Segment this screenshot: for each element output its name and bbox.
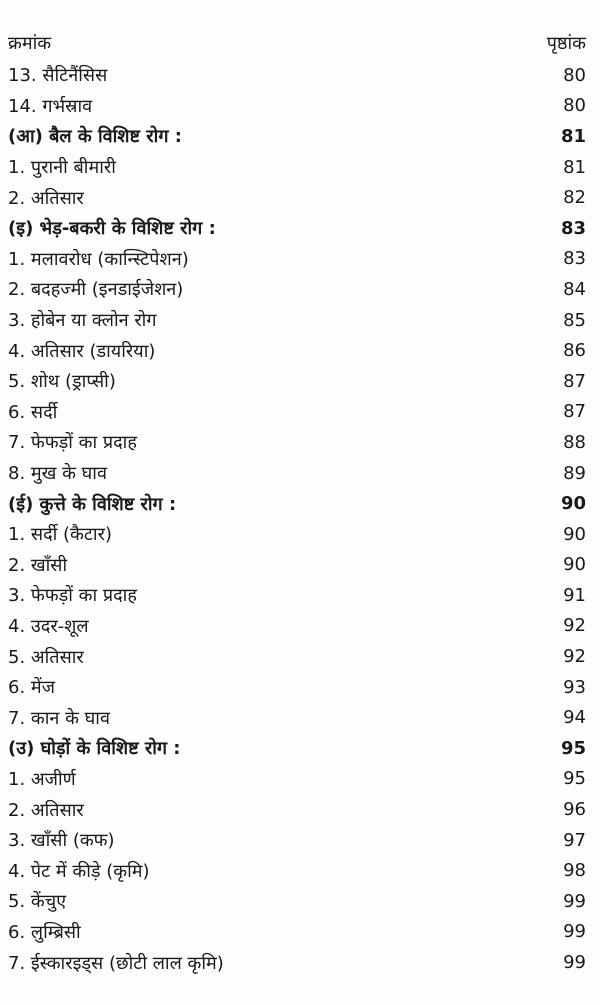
toc-entry-page: 83 xyxy=(560,217,586,239)
toc-entry-row xyxy=(8,825,586,856)
toc-entry-title: 5. अतिसार xyxy=(8,646,84,668)
toc-entry-title: 5. शोथ (ड्राप्सी) xyxy=(8,371,116,393)
toc-entry-row xyxy=(8,60,586,91)
toc-entry-row xyxy=(8,397,586,428)
toc-section-row xyxy=(8,121,586,152)
toc-entry-title: 8. मुख के घाव xyxy=(8,463,107,485)
toc-section-row xyxy=(8,213,586,244)
toc-entry-page: 89 xyxy=(563,462,586,484)
toc-entry-page: 87 xyxy=(563,370,586,392)
toc-entry-page: 83 xyxy=(563,248,586,270)
toc-header xyxy=(8,26,586,60)
toc-entry-row xyxy=(8,458,586,489)
toc-entry-title: 1. मलावरोध (कान्स्टिपेशन) xyxy=(8,248,189,270)
toc-entry-row xyxy=(8,917,586,948)
toc-entry-row xyxy=(8,702,586,733)
toc-entry-title: 1. अजीर्ण xyxy=(8,768,76,790)
toc-entry-page: 88 xyxy=(563,431,586,453)
toc-entry-title: 2. अतिसार xyxy=(8,799,84,821)
toc-entry-page: 81 xyxy=(560,125,586,147)
toc-entry-page: 85 xyxy=(563,309,586,331)
toc-entry-title: 3. फेफड़ों का प्रदाह xyxy=(8,585,137,607)
toc-entry-row xyxy=(8,152,586,183)
toc-entry-page: 98 xyxy=(563,860,586,882)
toc-entry-page: 90 xyxy=(563,554,586,576)
toc-entry-title: 7. फेफड़ों का प्रदाह xyxy=(8,432,137,454)
toc-entry-row xyxy=(8,427,586,458)
toc-entry-title: 4. अतिसार (डायरिया) xyxy=(8,340,156,362)
toc-entry-page: 94 xyxy=(563,707,586,729)
toc-entry-row xyxy=(8,519,586,550)
toc-entry-page: 95 xyxy=(563,768,586,790)
toc-section-row xyxy=(8,488,586,519)
toc-entry-row xyxy=(8,550,586,581)
toc-entry-title: (आ) बैल के विशिष्ट रोग : xyxy=(8,126,182,148)
toc-entry-row xyxy=(8,335,586,366)
toc-entry-title: 6. सर्दी xyxy=(8,401,58,423)
toc-entry-title: 2. खाँसी xyxy=(8,554,68,576)
toc-entry-title: 4. पेट में कीड़े (कृमि) xyxy=(8,860,150,882)
toc-entry-page: 96 xyxy=(563,799,586,821)
toc-entry-title: 7. कान के घाव xyxy=(8,707,110,729)
toc-entry-page: 86 xyxy=(563,340,586,362)
toc-entry-row xyxy=(8,244,586,275)
toc-entry-title: 6. लुम्ब्रिसी xyxy=(8,921,81,943)
toc-entry-title: 2. अतिसार xyxy=(8,187,84,209)
serial-column-heading: क्रमांक xyxy=(8,33,52,54)
toc-entry-row xyxy=(8,794,586,825)
toc-entry-row xyxy=(8,274,586,305)
toc-entry-page: 80 xyxy=(563,64,586,86)
toc-list xyxy=(8,60,586,978)
toc-entry-title: 6. मेंज xyxy=(8,677,56,699)
toc-entry-title: 1. पुरानी बीमारी xyxy=(8,157,116,179)
toc-entry-page: 82 xyxy=(563,187,586,209)
toc-entry-title: 5. केंचुए xyxy=(8,891,67,913)
toc-entry-row xyxy=(8,366,586,397)
page-column-heading: पृष्ठांक xyxy=(546,33,586,54)
toc-entry-row xyxy=(8,580,586,611)
toc-entry-row xyxy=(8,182,586,213)
toc-entry-page: 92 xyxy=(563,646,586,668)
toc-entry-page: 92 xyxy=(563,615,586,637)
toc-entry-title: 4. उदर-शूल xyxy=(8,615,89,637)
toc-entry-page: 90 xyxy=(560,493,586,515)
toc-entry-page: 91 xyxy=(563,584,586,606)
toc-entry-row xyxy=(8,641,586,672)
toc-entry-row xyxy=(8,672,586,703)
toc-entry-title: (उ) घोड़ों के विशिष्ट रोग : xyxy=(8,738,181,760)
toc-entry-page: 87 xyxy=(563,401,586,423)
toc-entry-page: 81 xyxy=(563,156,586,178)
toc-entry-page: 80 xyxy=(563,95,586,117)
toc-entry-page: 93 xyxy=(563,676,586,698)
toc-entry-row xyxy=(8,764,586,795)
toc-entry-title: 14. गर्भस्राव xyxy=(8,95,93,117)
toc-entry-row xyxy=(8,91,586,122)
toc-entry-page: 99 xyxy=(563,890,586,912)
toc-entry-title: 2. बदहज्मी (इनडाईजेशन) xyxy=(8,279,184,301)
toc-entry-row xyxy=(8,855,586,886)
toc-entry-title: 1. सर्दी (कैटार) xyxy=(8,524,112,546)
toc-entry-title: (इ) भेड़-बकरी के विशिष्ट रोग : xyxy=(8,218,216,240)
toc-section-row xyxy=(8,733,586,764)
toc-entry-title: (ई) कुत्ते के विशिष्ट रोग : xyxy=(8,493,177,515)
toc-entry-row xyxy=(8,947,586,978)
toc-entry-title: 7. ईस्कारइड्स (छोटी लाल कृमि) xyxy=(8,952,224,974)
toc-entry-page: 97 xyxy=(563,829,586,851)
toc-entry-page: 84 xyxy=(563,278,586,300)
toc-entry-title: 3. होबेन या क्लोन रोग xyxy=(8,310,157,332)
toc-entry-page: 99 xyxy=(563,952,586,974)
toc-entry-page: 99 xyxy=(563,921,586,943)
toc-entry-title: 3. खाँसी (कफ) xyxy=(8,830,115,852)
toc-entry-row xyxy=(8,305,586,336)
toc-entry-page: 95 xyxy=(560,737,586,759)
toc-entry-page: 90 xyxy=(563,523,586,545)
toc-entry-row xyxy=(8,886,586,917)
toc-entry-title: 13. सैटिनैंसिस xyxy=(8,65,108,87)
toc-entry-row xyxy=(8,611,586,642)
